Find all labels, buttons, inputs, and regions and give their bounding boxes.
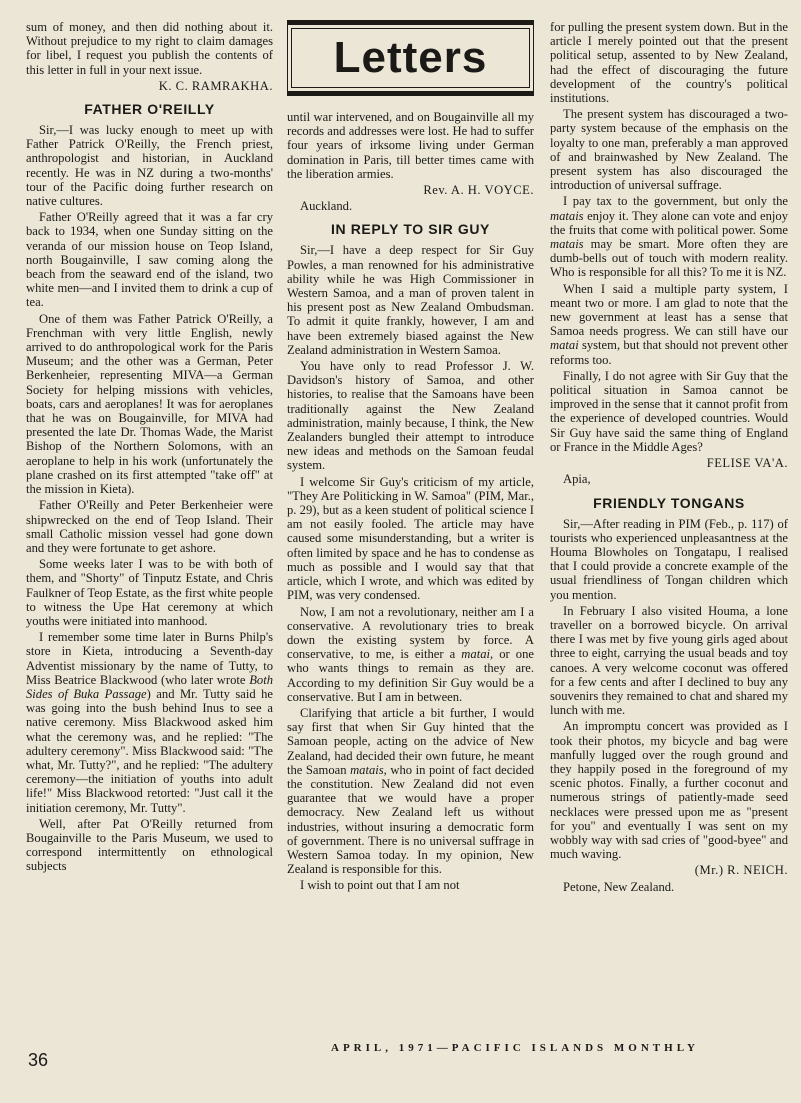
text-run: I remember some time later in Burns Philp's store in Kieta, introducing a Seventh-day Adventist missionary by the name of Tutty, to Miss Beatrice Blackwood (who later wrote [26,630,273,687]
italic-term: matais [550,208,584,223]
page-footer [26,1042,796,1072]
letter-heading: FATHER O'REILLY [84,101,215,118]
sender-place: Auckland. [300,199,353,214]
page-number: 36 [28,1050,49,1070]
paragraph: One of them was Father Patrick O'Reilly, a Frenchman with very little English, newly arrived to do anthropological work for the Paris Museum; and the other was a German, Peter Berkenheier, representing MIVA—a German Society for helping missions with vehicles, boats, cars and aeroplanes! It was for aeroplanes that he was on Bougainville, for MIVA had presented the late Dr. Thomas Wade, the Marist Bishop of the Northern Solomons, with an aeroplane to help in his work (unfortunately the plane crashed on its first attempted "take off" at the mission in Kieta). [26,311,273,497]
paragraph [287,605,534,704]
text-run: may be smart. More often they are dumb-bells out of touch with modern reality. Who is responsible for all this? To me it is NZ. [550,237,788,280]
paragraph: An impromptu concert was provided as I took their photos, my bicycle and bag were manfully lugged over the rough ground and they happily posed in the foreground of my scenic photos. Finally, a further coconut and numerous strings of patiently-made seed necklaces were pressed upon me as "present for you" and eventually I was sent on my wobbly way with sad cries of "good-byee" and much waving. [550,719,788,862]
paragraph: The present system has discouraged a two-party system because of the emphasis on the loyalty to one man, preferably a man approved of and brainwashed by New Zealand. The present system has also discouraged the introduction of universal suffrage. [550,107,788,193]
section-title: Letters [333,32,488,82]
paragraph: Some weeks later I was to be with both of them, and "Shorty" of Tinputz Estate, and Chris Faulkner of Teop Estate, as the first white people to witness the Upe Hat ceremony at which youths were initiated into manhood. [26,557,273,628]
paragraph [550,194,788,279]
letter-heading: IN REPLY TO SIR GUY [331,221,490,238]
italic-term: matai [550,338,579,353]
signature: FELISE VA'A. [706,456,788,471]
paragraph: for pulling the present system down. But in the article I merely pointed out that the present political setup, assented to by New Zealand, had the effect of discouraging the future development of the country's political institutions. [550,20,788,106]
paragraph: Father O'Reilly agreed that it was a far cry back to 1934, when one Sunday sitting on the veranda of our mission house on Teop Island, north Bougainville, I saw coming along the beach from the seaward end of the island, two white men—and I invited them to drink a cup of tea. [26,210,273,310]
column-2 [287,20,534,1050]
issue-line: APRIL, 1971—PACIFIC ISLANDS MONTHLY [331,1042,699,1054]
paragraph [550,282,788,367]
paragraph: I welcome Sir Guy's criticism of my article, "They Are Politicking in W. Samoa" (PIM, Mar., p. 29), but as a keen student of political science I am not easily fooled. The article may have caused some misunderstanding, but a writer is often limited by space and he has to condense as much as possible and I would say that that article, which I wrote, and which was edited by PIM, was very condensed. [287,474,534,603]
text-run: or one who wants things to remain as they are. According to my definition Sir Guy would be a conservative. But I am in between. [287,647,534,704]
paragraph: Sir,—After reading in PIM (Feb., p. 117) of tourists who experienced unpleasantness at the Houma Blowholes on Tongatapu, I realised that I could provide a concrete example of the usual friendliness of Tongan children which you mention. [550,516,788,602]
text-run: I pay tax to the government, but only the [563,194,788,209]
text-run: system, but that should not prevent other reforms too. [550,338,788,367]
signature: K. C. RAMRAKHA. [158,78,273,93]
paragraph: Sir,—I was lucky enough to meet up with Father Patrick O'Reilly, the French priest, anthropologist and historian, in Auckland recently. He was in NZ during a two-months' tour of the Pacific doing further research on native cultures. [26,123,273,209]
paragraph [26,630,273,815]
text-run: Now, I am not a revolutionary, neither am I a conservative. A revolutionary tries to break down the existing system by force. A conservative, to me, is either a [287,604,534,662]
book-title: Both Sides of Buka Passage [26,672,273,701]
column-1 [26,20,273,1050]
italic-term: matais [550,237,584,252]
paragraph [287,706,534,876]
sender-place: Apia, [563,472,591,487]
italic-term: matai, [461,647,494,662]
paragraph: You have only to read Professor J. W. Davidson's history of Samoa, and other histories, to realise that the Samoans have been traditionally against the New Zealand administration, mainly because, I think, the New Zealanders bungled their attempt to introduce new ideas and methods on the Samoan feudal system. [287,359,534,473]
paragraph: Sir,—I have a deep respect for Sir Guy Powles, a man renowned for his administrative ability while he was High Commissioner in Western Samoa, and a man of proven talent in his present post as New Zealand Ombudsman. To admit it quite frankly, however, I am and have been extremely biased against the New Zealand administration in Western Samoa. [287,243,534,357]
paragraph: I wish to point out that I am not [300,878,460,893]
paragraph: In February I also visited Houma, a lone traveller on a borrowed bicycle. On arrival there I was met by five young girls aged about three to eight, carrying the usual beads and toy canoes. A very welcome coconut was offered for a few cents and after I declined to buy any souvenirs they remained to chat and shared my lunch with me. [550,603,788,718]
text-run: Clarifying that article a bit further, I would say first that when Sir Guy hinted that the Samoan people, acting on the advice of New Zealand, had decided their own future, he meant the Samoan [287,705,534,777]
column-3 [550,20,788,1050]
text-run: enjoy it. They alone can vote and enjoy the fruits that come with political power. Some [550,208,788,237]
paragraph: sum of money, and then did nothing about it. Without prejudice to my right to claim damages for libel, I request you publish the contents of this letter in full in your next issue. [26,20,273,77]
paragraph: Father O'Reilly and Peter Berkenheier were shipwrecked on the end of Teop Island. Their small Catholic mission vessel had gone down and they were fortunate to get ashore. [26,498,273,555]
italic-term: matais, [350,762,387,777]
letter-heading: FRIENDLY TONGANS [593,494,745,511]
paragraph: Finally, I do not agree with Sir Guy that the political situation in Samoa cannot be improved in the sense that it cannot profit from the experience of developed countries. Would Sir Guy have said the same thing of England or France in the Middle Ages? [550,368,788,454]
text-run: ) and Mr. Tutty said he was going into the bush behind Inus to see a native ceremony. Miss Blackwood asked him what the ceremony was, and he replied: "The adultery ceremony". Miss Blackwood said: "The what, Mr. Tutty?", and he replied: "The adultery ceremony—the initiation of youths into adult life!" Miss Blackwood retorted: "Just call it the initiation ceremony, Mr. Tutty". [26,686,273,815]
text-run: who in point of fact decided the constitution. New Zealand did not even guarantee that we would have a proper democracy. New Zealand left us without industries, without insuring a democratic form of government. There is no universal suffrage in Western Samoa today. In my opinion, New Zealand is responsible for this. [287,762,534,877]
signature: (Mr.) R. NEICH. [694,863,788,878]
paragraph: until war intervened, and on Bougainville all my records and addresses were lost. He had to suffer four years of irksome living under German domination in Paris, till better times came with the liberation armies. [287,110,534,181]
section-title-box [287,20,534,96]
signature: Rev. A. H. VOYCE. [423,183,534,198]
paragraph: Well, after Pat O'Reilly returned from Bougainville to the Paris Museum, we used to correspond intermittently on ethnological subjects [26,816,273,874]
sender-place: Petone, New Zealand. [563,879,675,894]
text-run: When I said a multiple party system, I meant two or more. I am glad to note that the new government at least has a sense that Samoa needs progress. We can still have our [550,281,788,339]
